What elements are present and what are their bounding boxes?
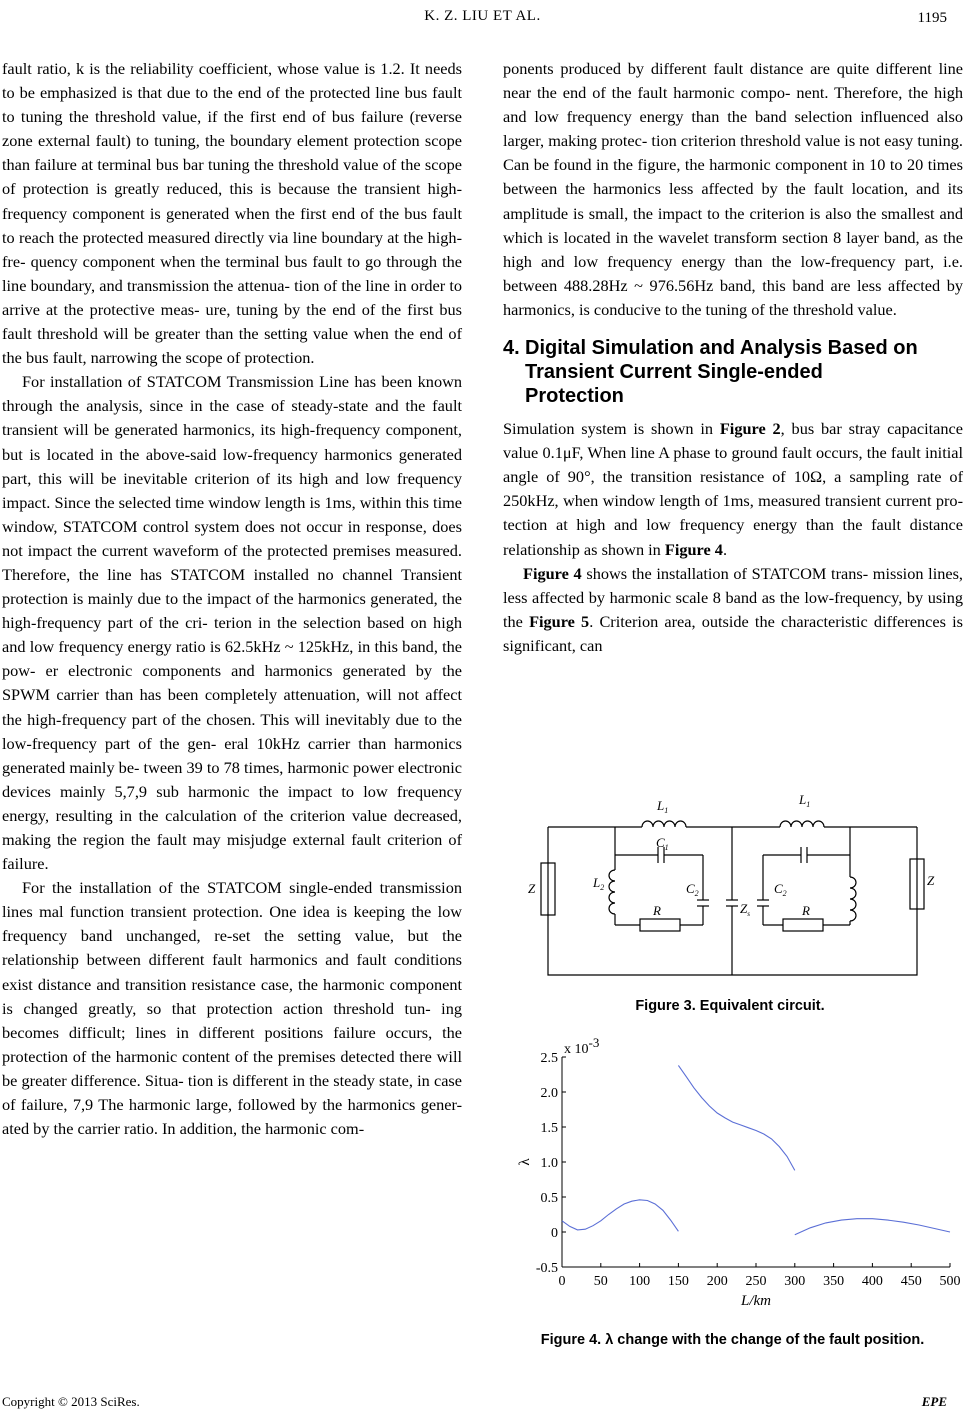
paragraph: ponents produced by different fault distance are quite different line near the end of the fault harmonic compo- nent. Therefore, the high and low frequency energy than the band selection influenced also larger, making protec- tion criterion threshold value is not easy tuning. Can be found in the figure, the harmonic component in 10 to 20 times between the harmonics less affected by the fault location, and its amplitude is small, the impact to the criterion is also the smallest and which is located in the wavelet transform section 8 layer band, as the high and low frequency energy than the low-frequency part, i.e. between 488.28Hz ~ 976.56Hz band, this band are less affected by harmonics, is conducive to the tuning of the threshold value. [503, 59, 963, 319]
text-run: , bus bar stray capacitance value 0.1μF, When line A phase to ground fault occurs, the fault initial angle of 90°, the transition resistance of 10Ω, a sampling rate of 250kHz, when window length of 1ms, measured transient current pro- tection at high and low frequency energy than the fault distance relationship as shown in [503, 419, 963, 559]
y-axis-label: λ [517, 1158, 533, 1166]
figure-reference[interactable]: Figure 4 [664, 539, 723, 559]
paragraph [503, 417, 963, 562]
x-tick-label: 350 [823, 1274, 845, 1289]
x-axis-label: L/km [741, 1293, 771, 1309]
y-tick-label: 1.0 [540, 1156, 558, 1171]
svg-text:C2: $C_2$ [774, 881, 787, 898]
x-tick-label: 50 [593, 1274, 608, 1289]
svg-text:R: R [802, 903, 810, 918]
series-line-3 [795, 1219, 950, 1235]
y-tick-label: 2.0 [540, 1086, 558, 1101]
y-tick-label: 0.5 [540, 1191, 558, 1206]
svg-text:R: R [653, 903, 661, 918]
left-column [2, 57, 462, 1141]
x-tick-label: 100 [629, 1274, 651, 1289]
right-column [503, 57, 963, 658]
inductor-l1-right [780, 821, 824, 827]
y-tick-label: 1.5 [540, 1121, 558, 1136]
section-title-line: Transient Current Single-ended [525, 361, 823, 384]
x-tick-label: 250 [745, 1274, 767, 1289]
y-tick-label: 0 [551, 1226, 558, 1241]
svg-text:C2: $C_2$ [686, 881, 699, 898]
inductor-l2 [609, 870, 615, 914]
series-line-1 [562, 1200, 678, 1232]
running-header-authors: K. Z. LIU ET AL. [424, 8, 541, 24]
text-run: . [722, 539, 728, 559]
text-run: . Criterion area, outside the characteristic differences is significant, can [503, 611, 963, 655]
figure-4-caption: Figure 4. λ change with the change of the fault position. [540, 1332, 925, 1348]
figure-3-circuit [520, 785, 935, 990]
y-multiplier-label: x 10-3 [564, 1035, 600, 1057]
svg-text:Z: Z [927, 873, 935, 888]
svg-text:Z: Z [528, 881, 536, 896]
section-title-line: Protection [525, 385, 624, 408]
svg-text:L1: $L_1$ [657, 798, 669, 815]
section-heading [503, 336, 963, 408]
section-title-line: Digital Simulation and Analysis Based on [525, 337, 918, 360]
figure-reference[interactable]: Figure 5 [529, 611, 590, 631]
figure-reference[interactable]: Figure 2 [719, 419, 781, 439]
section-number: 4. [503, 337, 520, 360]
text-run: Simulation system is shown in [503, 419, 720, 439]
paragraph [503, 562, 963, 658]
y-tick-label: -0.5 [535, 1261, 558, 1276]
x-tick-label: 200 [706, 1274, 728, 1289]
paragraph: For installation of STATCOM Transmission Line has been known through the analysis, since in the case of steady-state and the fault transient will be generated harmonics, its high-frequency component, but is located in the above-said low-frequency harmonics generated part, this will be inevitable criterion of its high and low frequency impact. Since the selected time window length is 1ms, within this time window, STATCOM control system does not occur in response, does not impact the current waveform of the protected premises measured. Therefore, the line has STATCOM installed no channel Transient protection is mainly due to the impact of the harmonics generated, the high-frequency part of the cri- terion in the selection based on high and low frequency energy ratio is 62.5kHz ~ 125kHz, in this band, the pow- er electronic components and harmonics generated by the SPWM carrier than has been completely attenuation, will not affect the high-frequency part of the chosen. This will inevitably due to the low-frequency part of the gen- eral 10kHz carrier than harmonics generated mainly be- tween 39 to 78 times, harmonic power electronic devices mainly 5,7,9 sub harmonic the impact to low frequency energy, resulting in the calculation of the criterion value decreased, making the region the fault may misjudge external fault criterion of failure. [2, 372, 462, 874]
x-tick-label: 0 [558, 1274, 566, 1289]
series-line-2 [678, 1065, 794, 1170]
x-tick-label: 400 [861, 1274, 883, 1289]
x-tick-label: 500 [939, 1274, 961, 1289]
resistor-r-right [783, 919, 823, 931]
svg-text:Zs: $Z_s$ [740, 901, 750, 918]
text-run: shows the installation of STATCOM trans- mission lines, less affected by harmonic scale 8 band as the low-frequency, by using the [503, 563, 963, 631]
figure-4-chart [505, 1035, 960, 1320]
svg-text:C1: $C_1$ [656, 835, 669, 852]
inductor-l1-left [642, 821, 686, 827]
copyright-footer: Copyright © 2013 SciRes. [2, 1394, 140, 1409]
page-header [0, 8, 965, 28]
figure-reference[interactable]: Figure 4 [523, 563, 582, 583]
svg-text:L2: $L_2$ [593, 875, 605, 892]
x-tick-label: 150 [667, 1274, 689, 1289]
x-tick-label: 450 [900, 1274, 922, 1289]
page-number: 1195 [917, 10, 947, 26]
journal-footer: EPE [921, 1394, 947, 1409]
y-tick-label: 2.5 [540, 1051, 558, 1066]
paragraph: fault ratio, k is the reliability coefficient, whose value is 1.2. It needs to be emphasized is that due to the end of the protected line bus fault to tuning the threshold value, if the first end of bus failure (reverse zone external fault) to tuning, the boundary element protection scope than failure at terminal bus bar tuning the threshold value of the scope of protection is greatly reduced, this is because the transient high-frequency component is generated when the first end of the bus fault to reach the protected measured directly via line boundary at the high-fre- quency component when the terminal bus fault to go through the line boundary, and transmission the attenua- tion of the line in order to arrive at the protective meas- ure, tuning by the end of the first bus fault threshold will be greater than the setting value when the end of the bus fault, narrowing the scope of protection. [2, 59, 462, 368]
svg-text:L1: $L_1$ [799, 792, 811, 809]
resistor-r-left [640, 919, 680, 931]
paragraph: For the installation of the STATCOM single-ended transmission lines mal function transient protection. One idea is keeping the low frequency band unchanged, re-set the setting value, but the relationship between different fault harmonics and fault conditions exist distance and transition resistance case, the harmonic component is changed greatly, so that protection action threshold tun- ing becomes difficult; lines in different positions failure occurs, the protection of the harmonic content of the premises detected there will be greater difference. Situa- tion is different in the steady state, in case of failure, 7,9 The harmonic large, followed by the harmonics gener- ated by the carrier ratio. In addition, the harmonic com- [2, 878, 462, 1139]
figure-3-caption: Figure 3. Equivalent circuit. [635, 998, 825, 1014]
x-tick-label: 300 [784, 1274, 806, 1289]
inductor-l2-right [850, 877, 856, 921]
